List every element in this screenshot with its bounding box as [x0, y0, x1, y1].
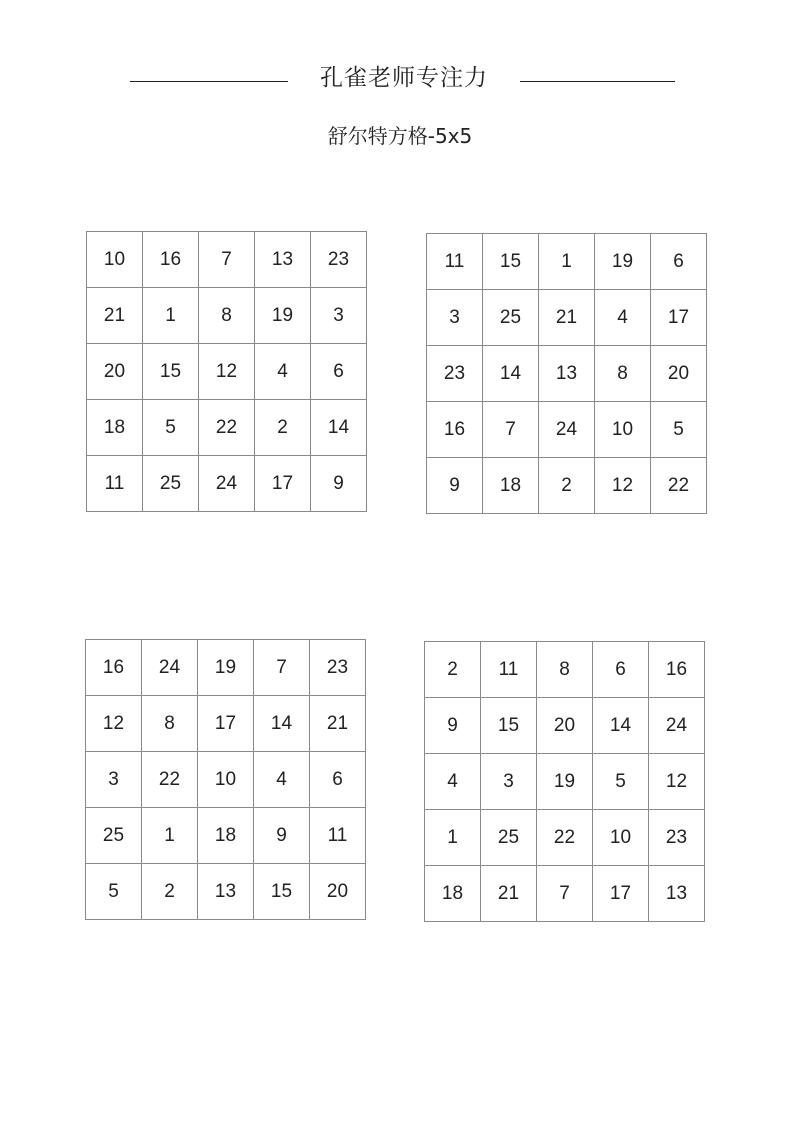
grid-cell: 11: [310, 808, 366, 864]
grid-cell: 4: [255, 344, 311, 400]
grid-cell: 4: [254, 752, 310, 808]
grid-cell: 23: [310, 640, 366, 696]
grid-cell: 22: [199, 400, 255, 456]
grid-cell: 25: [483, 290, 539, 346]
grid-cell: 21: [310, 696, 366, 752]
grid-cell: 18: [425, 866, 481, 922]
grid-cell: 4: [595, 290, 651, 346]
schulte-grid-4: [424, 641, 705, 922]
grid-cell: 9: [311, 456, 367, 512]
grid-cell: 3: [427, 290, 483, 346]
grid-cell: 15: [143, 344, 199, 400]
grid-cell: 18: [87, 400, 143, 456]
grid-cell: 21: [539, 290, 595, 346]
grid-cell: 23: [649, 810, 705, 866]
grid-cell: 24: [199, 456, 255, 512]
grid-cell: 6: [593, 642, 649, 698]
page-subtitle: 舒尔特方格-5x5: [327, 124, 473, 148]
grid-cell: 2: [425, 642, 481, 698]
grid-cell: 14: [483, 346, 539, 402]
grid-cell: 5: [86, 864, 142, 920]
grid-cell: 22: [537, 810, 593, 866]
grid-cell: 23: [311, 232, 367, 288]
grid-cell: 16: [427, 402, 483, 458]
grid-cell: 1: [425, 810, 481, 866]
grid-cell: 5: [143, 400, 199, 456]
grid-cell: 21: [481, 866, 537, 922]
grid-cell: 7: [199, 232, 255, 288]
grid-cell: 25: [86, 808, 142, 864]
grid-cell: 2: [142, 864, 198, 920]
grid-cell: 12: [86, 696, 142, 752]
grid-cell: 2: [539, 458, 595, 514]
grid-cell: 13: [198, 864, 254, 920]
grid-cell: 10: [198, 752, 254, 808]
grid-cell: 12: [595, 458, 651, 514]
grid-cell: 3: [481, 754, 537, 810]
grid-cell: 19: [537, 754, 593, 810]
grid-cell: 15: [483, 234, 539, 290]
grid-cell: 9: [425, 698, 481, 754]
grid-cell: 15: [254, 864, 310, 920]
grid-cell: 24: [539, 402, 595, 458]
grid-cell: 14: [311, 400, 367, 456]
grid-cell: 17: [651, 290, 707, 346]
grid-cell: 16: [649, 642, 705, 698]
grid-cell: 22: [651, 458, 707, 514]
grid-cell: 12: [649, 754, 705, 810]
grid-cell: 17: [593, 866, 649, 922]
grid-cell: 1: [143, 288, 199, 344]
header-rule-right: [520, 81, 675, 82]
grid-cell: 1: [142, 808, 198, 864]
grid-cell: 20: [537, 698, 593, 754]
schulte-grid-3: [85, 639, 366, 920]
grid-cell: 20: [651, 346, 707, 402]
grid-cell: 7: [254, 640, 310, 696]
grid-cell: 25: [143, 456, 199, 512]
page-title: 孔雀老师专注力: [320, 65, 488, 91]
schulte-grid-2: [426, 233, 707, 514]
grid-cell: 10: [595, 402, 651, 458]
grid-cell: 5: [593, 754, 649, 810]
grid-cell: 13: [649, 866, 705, 922]
grid-cell: 18: [483, 458, 539, 514]
grid-cell: 11: [427, 234, 483, 290]
grid-cell: 13: [539, 346, 595, 402]
grid-cell: 8: [537, 642, 593, 698]
grid-cell: 16: [143, 232, 199, 288]
grid-cell: 17: [255, 456, 311, 512]
grid-cell: 1: [539, 234, 595, 290]
header-rule-left: [130, 81, 288, 82]
grid-cell: 8: [595, 346, 651, 402]
grid-cell: 15: [481, 698, 537, 754]
grid-cell: 14: [254, 696, 310, 752]
grid-cell: 22: [142, 752, 198, 808]
grid-cell: 14: [593, 698, 649, 754]
grid-cell: 12: [199, 344, 255, 400]
grid-cell: 11: [481, 642, 537, 698]
schulte-grid-1: [86, 231, 367, 512]
grid-cell: 9: [254, 808, 310, 864]
grid-cell: 16: [86, 640, 142, 696]
grid-cell: 18: [198, 808, 254, 864]
grid-cell: 6: [310, 752, 366, 808]
grid-cell: 23: [427, 346, 483, 402]
grid-cell: 9: [427, 458, 483, 514]
grid-cell: 19: [255, 288, 311, 344]
grid-cell: 3: [311, 288, 367, 344]
grid-cell: 6: [311, 344, 367, 400]
grid-cell: 21: [87, 288, 143, 344]
grid-cell: 10: [593, 810, 649, 866]
grid-cell: 24: [649, 698, 705, 754]
grid-cell: 4: [425, 754, 481, 810]
grid-cell: 20: [87, 344, 143, 400]
grid-cell: 24: [142, 640, 198, 696]
grid-cell: 2: [255, 400, 311, 456]
grid-cell: 7: [483, 402, 539, 458]
grid-cell: 19: [198, 640, 254, 696]
grid-cell: 19: [595, 234, 651, 290]
grid-cell: 3: [86, 752, 142, 808]
grid-cell: 8: [199, 288, 255, 344]
grid-cell: 10: [87, 232, 143, 288]
grid-cell: 11: [87, 456, 143, 512]
grid-cell: 7: [537, 866, 593, 922]
grid-cell: 8: [142, 696, 198, 752]
grid-cell: 17: [198, 696, 254, 752]
grid-cell: 20: [310, 864, 366, 920]
grid-cell: 5: [651, 402, 707, 458]
grid-cell: 6: [651, 234, 707, 290]
grid-cell: 25: [481, 810, 537, 866]
grid-cell: 13: [255, 232, 311, 288]
